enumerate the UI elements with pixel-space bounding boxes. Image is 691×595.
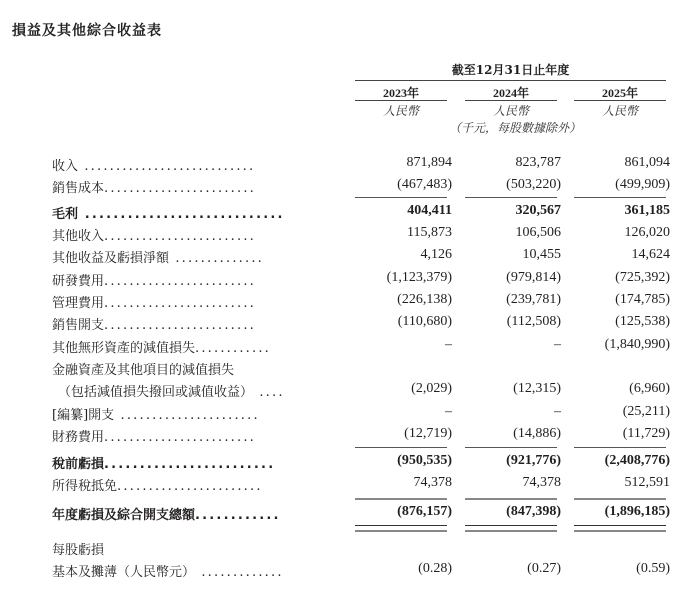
value-2024: 320,567: [515, 203, 561, 218]
period-underline: [355, 80, 666, 81]
total-double-rule: [574, 525, 666, 532]
row-label: （包括減值損失撥回或減值收益） ....: [58, 385, 285, 400]
value-2025: 512,591: [624, 475, 670, 490]
value-2024: 10,455: [522, 247, 561, 262]
table-row-selling-expenses: [0, 314, 691, 332]
value-2023: (0.28): [418, 561, 452, 576]
value-2024: 74,378: [522, 475, 561, 490]
value-2024: –: [554, 404, 561, 419]
table-row-gross-profit: [0, 203, 691, 221]
column-year-2025: 2025年: [601, 86, 638, 100]
value-2023: 404,411: [407, 203, 452, 218]
value-2024: 823,787: [515, 155, 561, 170]
units-note: （千元，每股數據除外）: [448, 121, 581, 135]
row-label: 銷售成本........................: [52, 181, 256, 196]
value-2023: (12,719): [404, 426, 452, 441]
table-row-financial-asset-impairment: [0, 381, 691, 399]
value-2025: 861,094: [624, 155, 670, 170]
value-2023: (110,680): [397, 314, 452, 329]
value-2025: (1,840,990): [604, 337, 670, 352]
table-row-revenue: [0, 155, 691, 173]
value-2024: (503,220): [506, 177, 561, 192]
table-row-cost-of-sales: [0, 177, 691, 195]
statement-title: 損益及其他綜合收益表: [12, 23, 162, 39]
value-2023: –: [445, 337, 452, 352]
table-row-rd-expenses: [0, 270, 691, 288]
row-label: 基本及攤薄（人民幣元） .............: [52, 565, 284, 580]
value-2025: (499,909): [615, 177, 670, 192]
table-row-admin-expenses: [0, 292, 691, 310]
value-2025: 14,624: [631, 247, 670, 262]
value-2024: (239,781): [506, 292, 561, 307]
value-2024: 106,506: [515, 225, 561, 240]
total-double-rule: [465, 525, 557, 532]
row-label: 銷售開支........................: [52, 318, 256, 333]
value-2025: (174,785): [615, 292, 670, 307]
value-2023: (467,483): [397, 177, 452, 192]
row-label: [編纂]開支 ......................: [52, 408, 260, 423]
subtotal-rule: [465, 498, 557, 500]
row-label: 收入 ...........................: [52, 159, 256, 174]
table-row-total-comprehensive-loss: [0, 504, 691, 522]
value-2025: (6,960): [629, 381, 670, 396]
subtotal-rule: [574, 447, 666, 448]
row-label: 每股虧損: [52, 543, 105, 558]
value-2025: (125,538): [615, 314, 670, 329]
value-2025: (2,408,776): [604, 453, 670, 468]
value-2024: (979,814): [506, 270, 561, 285]
value-2024: (112,508): [506, 314, 561, 329]
column-currency-2024: 人民幣: [492, 104, 529, 118]
table-row-loss-before-tax: [0, 453, 691, 471]
value-2023: (2,029): [411, 381, 452, 396]
row-label: 管理費用........................: [52, 296, 256, 311]
value-2023: 115,873: [407, 225, 452, 240]
subtotal-rule: [465, 197, 557, 198]
table-row-other-gains-losses: [0, 247, 691, 265]
row-label: 稅前虧損........................: [52, 457, 276, 472]
value-2025: (11,729): [622, 426, 670, 441]
subtotal-rule: [574, 498, 666, 500]
column-year-2024: 2024年: [492, 86, 529, 100]
row-label: 其他收入........................: [52, 229, 256, 244]
value-2024: (12,315): [513, 381, 561, 396]
table-row-basic-diluted-eps: [0, 561, 691, 579]
column-2-rule: [465, 100, 557, 101]
value-2025: (25,211): [622, 404, 670, 419]
subtotal-rule: [574, 197, 666, 198]
subtotal-rule: [355, 498, 447, 500]
value-2025: (0.59): [636, 561, 670, 576]
value-2023: –: [445, 404, 452, 419]
subtotal-rule: [465, 447, 557, 448]
value-2023: (876,157): [397, 504, 452, 519]
period-header: 截至12月31日止年度: [451, 63, 570, 77]
table-row-redacted-expenses: [0, 404, 691, 422]
subtotal-rule: [355, 447, 447, 448]
value-2024: (921,776): [506, 453, 561, 468]
row-label: 所得稅抵免.......................: [52, 479, 263, 494]
total-double-rule: [355, 525, 447, 532]
table-row-other-income: [0, 225, 691, 243]
column-currency-2023: 人民幣: [382, 104, 419, 118]
value-2025: 126,020: [624, 225, 670, 240]
value-2024: (14,886): [513, 426, 561, 441]
row-label: 財務費用........................: [52, 430, 256, 445]
value-2025: (1,896,185): [604, 504, 670, 519]
value-2023: (950,535): [397, 453, 452, 468]
value-2023: (1,123,379): [386, 270, 452, 285]
value-2024: (0.27): [527, 561, 561, 576]
value-2025: 361,185: [624, 203, 670, 218]
row-label: 其他無形資產的減值損失............: [52, 341, 272, 356]
table-row-intangible-impairment: [0, 337, 691, 355]
column-year-2023: 2023年: [382, 86, 419, 100]
subtotal-rule: [355, 197, 447, 198]
table-row-finance-costs: [0, 426, 691, 444]
table-row-loss-per-share-heading: [0, 539, 691, 557]
value-2024: –: [554, 337, 561, 352]
row-label: 年度虧損及綜合開支總額............: [52, 508, 281, 523]
value-2023: (226,138): [397, 292, 452, 307]
value-2025: (725,392): [615, 270, 670, 285]
value-2023: 871,894: [406, 155, 452, 170]
row-label: 金融資產及其他項目的減值損失: [52, 363, 235, 378]
row-label: 毛利 ............................: [52, 207, 285, 222]
row-label: 研發費用........................: [52, 274, 256, 289]
value-2023: 4,126: [420, 247, 452, 262]
row-label: 其他收益及虧損淨額 ..............: [52, 251, 265, 266]
table-row-financial-asset-impairment-heading: [0, 359, 691, 377]
column-3-rule: [574, 100, 666, 101]
column-currency-2025: 人民幣: [601, 104, 638, 118]
column-1-rule: [355, 100, 447, 101]
value-2024: (847,398): [506, 504, 561, 519]
value-2023: 74,378: [413, 475, 452, 490]
table-row-income-tax-credit: [0, 475, 691, 493]
